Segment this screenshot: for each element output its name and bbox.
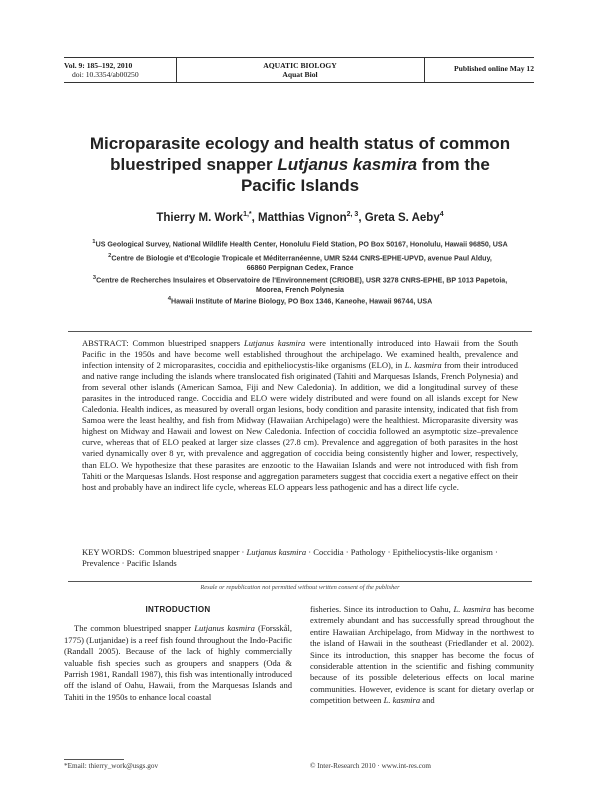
authors bbox=[40, 211, 560, 224]
corresponding-email: *Email: thierry_work@usgs.gov bbox=[64, 762, 159, 770]
author-3: Greta S. Aeby bbox=[364, 211, 440, 224]
title-line-2-prefix: bluestriped snapper bbox=[110, 155, 278, 174]
copyright: © Inter-Research 2010 · www.int-res.com bbox=[310, 762, 432, 770]
header-divider-right bbox=[424, 58, 425, 82]
affiliation-2: $^2$Centre de Biologie et d'Ecologie Tropicale et Méditerranéenne, UMR 5244 CNRS-EPHE-UPVD, avenue Paul Alduy, 66860 Perpignan Cedex, France bbox=[108, 253, 492, 272]
abstract-rule-bottom bbox=[68, 581, 532, 582]
author-sep: , bbox=[251, 211, 259, 224]
journal-name: AQUATIC BIOLOGY bbox=[263, 61, 337, 70]
intro-paragraph-1: The common bluestriped snapper Lutjanus kasmira (Forsskål, 1775) (Lutjanidae) is a reef fish found throughout the Indo-Pacific (Randall 2005). Because of the lack of highly commercially valuable fish species such as groupers and snappers (Oda & Parrish 1981, Randall 1987), this fish was intentionally introduced off the island of Oahu, Hawaii, from the Marquesas Islands and Tahiti in the 1950s to enhance local coastal bbox=[64, 623, 292, 702]
header-divider-left bbox=[176, 58, 177, 82]
title-species: Lutjanus kasmira bbox=[277, 155, 418, 174]
author-2-sup: 2, 3 bbox=[346, 211, 359, 218]
author-1-sup: 1,* bbox=[243, 211, 252, 218]
intro-paragraph-continued: fisheries. Since its introduction to Oahu, L. kasmira has become extremely abundant and has successfully spread throughout the entire Hawaiian Archipelago, from Midway in the northwest to the island of Hawaii in the southeast (Friedlander et al. 2002). Since its introduction, this snapper has become the focus of considerable attention in the scientific and fishing community because of its possible deleterious effects on local marine communities. However, evidence is scant for dietary overlap or competition between L. kasmira and bbox=[310, 604, 534, 706]
doi: doi: 10.3354/ab00250 bbox=[72, 70, 139, 79]
title-line-2-suffix: from the bbox=[417, 155, 490, 174]
author-sep: , bbox=[358, 211, 365, 224]
title-line-1: Microparasite ecology and health status of common bbox=[89, 134, 511, 153]
section-heading: INTRODUCTION bbox=[145, 605, 211, 614]
abstract: ABSTRACT: Common bluestriped snappers Lutjanus kasmira were intentionally introduced into Hawaii from the South Pacific in the 1950s and have become well established throughout the archipelago. We examined health, prevalence and infection intensity of 2 microparasites, coccidia and epitheliocystis-like organisms (ELO), in L. kasmira from their introduced and native range including the islands where translocated fish originated (Tahiti and Marquesas Islands, French Polynesia) and from several other islands (American Samoa, Fiji and New Caledonia). In addition, we did a longitudinal survey of these parasites in the introduced range. Coccidia and ELO were widely distributed and were found on all islands except for New Caledonia. Health indices, as measured by overall organ lesions, body condition and parasite intensity, indicated that fish from Samoa were the least healthy, and fish from Midway (Hawaiian Archipelago) were the healthiest. Microparasite diversity was highest on Midway and Hawaii and lowest on New Caledonia. Infection of coccidia followed an asymptotic size–prevalence curve, whereas that of ELO peaked at larger size classes (27.8 cm). Prevalence and aggregation of both parasites in the host varied dynamically over 8 yr, with prevalence and aggregation of coccidia being consistently higher and lower, respectively, than ELO. We hypothesize that these parasites are enzootic to the Hawaiian Islands and were not introduced with fish from Tahiti or the Marquesas Islands. Host response and aggregation parameters suggest that coccidia exert a negative effect on their host and probably have an indirect life cycle, whereas ELO appears less pathogenic and has a direct life cycle. bbox=[82, 338, 518, 492]
abstract-label: ABSTRACT: bbox=[82, 338, 129, 348]
affiliation-4: $^4$Hawaii Institute of Marine Biology, PO Box 1346, Kaneohe, Hawaii 96744, USA bbox=[167, 296, 433, 306]
author-1: Thierry M. Work bbox=[156, 211, 244, 224]
author-3-sup: 4 bbox=[439, 211, 444, 218]
volume-info: Vol. 9: 185–192, 2010 bbox=[64, 61, 133, 70]
paper-title bbox=[40, 133, 560, 196]
author-2: Matthias Vignon bbox=[258, 211, 347, 224]
header-rule-bottom bbox=[64, 82, 534, 83]
affiliation-1: $^1$US Geological Survey, National Wildlife Health Center, Honolulu Field Station, PO Box 50167, Honolulu, Hawaii 96850, USA bbox=[92, 239, 508, 249]
footnote-rule bbox=[64, 759, 124, 760]
journal-short: Aquat Biol bbox=[282, 70, 318, 79]
title-line-2 bbox=[40, 154, 560, 175]
abstract-rule-top bbox=[68, 331, 532, 332]
keywords: KEY WORDS: Common bluestriped snapper · Lutjanus kasmira · Coccidia · Pathology · Epitheliocystis-like organism · Prevalence · Pacific Islands bbox=[82, 547, 498, 568]
intro-right-column bbox=[310, 604, 534, 707]
header-rule-top bbox=[64, 57, 534, 58]
keywords-label: KEY WORDS: bbox=[82, 547, 135, 557]
published-date: Published online May 12 bbox=[454, 64, 534, 73]
resale-notice: Resale or republication not permitted without written consent of the publisher bbox=[200, 584, 400, 591]
affiliation-3: $^3$Centre de Recherches Insulaires et Observatoire de l'Environnement (CRIOBE), USR 3278 CNRS-EPHE, BP 1013 Papetoia, Moorea, French Polynesia bbox=[92, 275, 508, 294]
intro-left-column bbox=[64, 604, 292, 703]
title-line-3: Pacific Islands bbox=[240, 176, 360, 195]
